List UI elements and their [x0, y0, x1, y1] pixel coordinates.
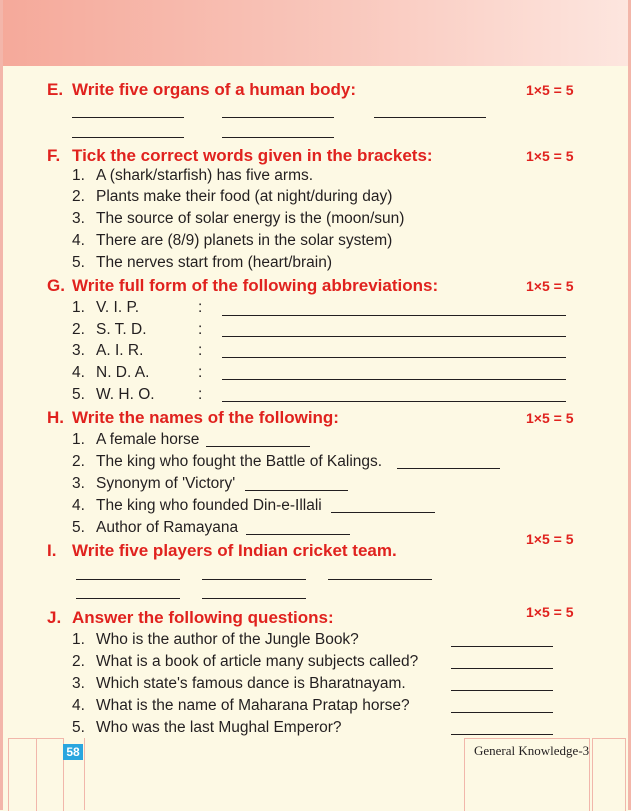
- item-number: 5.: [72, 386, 85, 403]
- list-item: [72, 321, 572, 343]
- section-letter: H.: [47, 408, 64, 427]
- answer-blank[interactable]: [222, 379, 566, 380]
- section-h-heading: [0, 408, 631, 434]
- section-letter: J.: [47, 608, 62, 627]
- item-number: 1.: [72, 631, 85, 648]
- answer-blank[interactable]: [222, 315, 566, 316]
- item-text: Author of Ramayana: [96, 519, 239, 536]
- item-text: A (shark/starfish) has five arms.: [96, 167, 314, 184]
- colon: :: [198, 321, 203, 338]
- item-text: S. T. D.: [96, 321, 147, 338]
- section-marks: 1×5 = 5: [526, 410, 574, 426]
- section-title: Tick the correct words given in the brackets:: [72, 146, 433, 165]
- answer-blank[interactable]: [72, 137, 184, 138]
- answer-blank[interactable]: [72, 117, 184, 118]
- section-letter: G.: [47, 276, 65, 295]
- answer-blank[interactable]: [222, 401, 566, 402]
- item-number: 5.: [72, 519, 85, 536]
- item-text: Who is the author of the Jungle Book?: [96, 631, 359, 648]
- answer-blank[interactable]: [222, 117, 334, 118]
- section-i-heading: [0, 531, 631, 567]
- section-f-heading: [0, 146, 631, 172]
- answer-blank[interactable]: [202, 579, 306, 580]
- section-marks: 1×5 = 5: [526, 278, 574, 294]
- item-number: 4.: [72, 364, 85, 381]
- item-number: 2.: [72, 321, 85, 338]
- item-text: The source of solar energy is the (moon/sun): [96, 210, 405, 227]
- item-text: The king who fought the Battle of Kalings.: [96, 453, 383, 470]
- footer-tab: [36, 738, 64, 811]
- item-number: 4.: [72, 697, 85, 714]
- list-item: [72, 386, 572, 408]
- item-number: 2.: [72, 188, 85, 205]
- footer-panel: [84, 738, 466, 810]
- answer-blank[interactable]: [245, 490, 348, 491]
- answer-blank[interactable]: [451, 712, 553, 713]
- section-marks: 1×5 = 5: [526, 148, 574, 164]
- answer-blank[interactable]: [246, 534, 350, 535]
- answer-blank[interactable]: [451, 668, 553, 669]
- page-frame-left: [0, 0, 3, 810]
- colon: :: [198, 364, 203, 381]
- item-text: The nerves start from (heart/brain): [96, 254, 333, 271]
- answer-blank[interactable]: [76, 579, 180, 580]
- section-title: Answer the following questions:: [72, 608, 334, 627]
- section-marks: 1×5 = 5: [526, 604, 574, 620]
- item-number: 5.: [72, 719, 85, 736]
- item-text: W. H. O.: [96, 386, 155, 403]
- colon: :: [198, 299, 203, 316]
- item-number: 1.: [72, 299, 85, 316]
- item-text: There are (8/9) planets in the solar system): [96, 232, 393, 249]
- item-number: 3.: [72, 210, 85, 227]
- section-title: Write the names of the following:: [72, 408, 339, 427]
- book-title: General Knowledge-3: [474, 743, 590, 758]
- item-text: Which state's famous dance is Bharatnayam.: [96, 675, 406, 692]
- item-text: N. D. A.: [96, 364, 150, 381]
- section-letter: I.: [47, 541, 57, 560]
- item-number: 2.: [72, 653, 85, 670]
- item-text: What is a book of article many subjects called?: [96, 653, 419, 670]
- section-e-heading: [0, 80, 631, 106]
- page-number: 58: [63, 744, 83, 760]
- answer-blank[interactable]: [397, 468, 500, 469]
- answer-blank[interactable]: [76, 598, 180, 599]
- answer-blank[interactable]: [451, 734, 553, 735]
- header-band: [0, 0, 631, 66]
- section-letter: F.: [47, 146, 61, 165]
- item-number: 3.: [72, 675, 85, 692]
- list-item: [72, 364, 572, 386]
- answer-blank[interactable]: [331, 512, 435, 513]
- section-title: Write five players of Indian cricket team.: [72, 541, 397, 560]
- list-item: [72, 299, 572, 321]
- item-number: 1.: [72, 167, 85, 184]
- answer-blank[interactable]: [222, 357, 566, 358]
- item-text: The king who founded Din-e-Illali: [96, 497, 322, 514]
- item-text: Who was the last Mughal Emperor?: [96, 719, 342, 736]
- section-letter: E.: [47, 80, 64, 99]
- item-number: 2.: [72, 453, 85, 470]
- list-item: [72, 342, 572, 364]
- colon: :: [198, 386, 203, 403]
- answer-blank[interactable]: [328, 579, 432, 580]
- item-text: V. I. P.: [96, 299, 140, 316]
- item-number: 3.: [72, 475, 85, 492]
- item-number: 4.: [72, 232, 85, 249]
- footer-tab: [592, 738, 626, 811]
- answer-blank[interactable]: [222, 336, 566, 337]
- section-marks: 1×5 = 5: [526, 531, 574, 547]
- item-text: What is the name of Maharana Pratap horse?: [96, 697, 410, 714]
- answer-blank[interactable]: [222, 137, 334, 138]
- section-title: Write full form of the following abbreviations:: [72, 276, 439, 295]
- item-number: 1.: [72, 431, 85, 448]
- item-number: 5.: [72, 254, 85, 271]
- answer-blank[interactable]: [206, 446, 310, 447]
- footer-tab: [8, 738, 38, 811]
- item-text: Plants make their food (at night/during day): [96, 188, 393, 205]
- section-marks: 1×5 = 5: [526, 82, 574, 98]
- item-text: A female horse: [96, 431, 200, 448]
- item-number: 4.: [72, 497, 85, 514]
- colon: :: [198, 342, 203, 359]
- item-text: A. I. R.: [96, 342, 144, 359]
- section-title: Write five organs of a human body:: [72, 80, 356, 99]
- answer-blank[interactable]: [451, 646, 553, 647]
- item-number: 3.: [72, 342, 85, 359]
- answer-blank[interactable]: [451, 690, 553, 691]
- item-text: Synonym of 'Victory': [96, 475, 236, 492]
- answer-blank[interactable]: [202, 598, 306, 599]
- answer-blank[interactable]: [374, 117, 486, 118]
